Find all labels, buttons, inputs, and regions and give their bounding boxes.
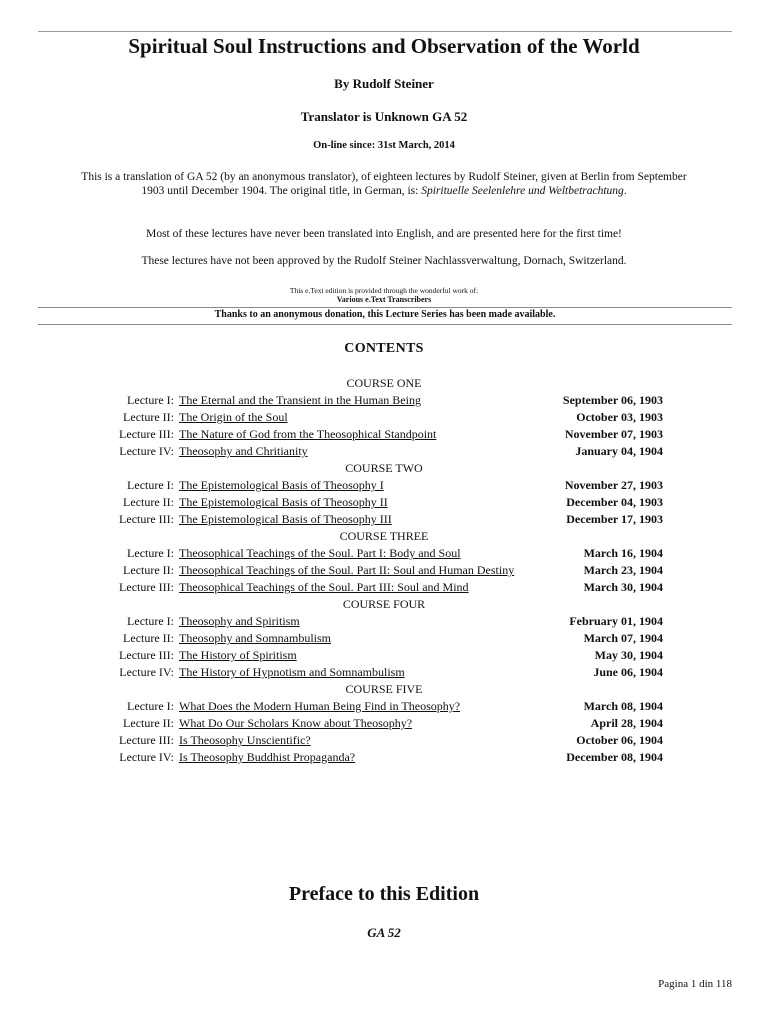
lecture-number: Lecture III:	[119, 580, 174, 594]
lecture-link[interactable]: What Do Our Scholars Know about Theosophy?	[179, 716, 413, 730]
lecture-date: October 03, 1903	[576, 410, 663, 424]
lecture-number: Lecture I:	[127, 393, 174, 407]
translator-line: Translator is Unknown GA 52	[300, 109, 468, 124]
lecture-title-cell	[179, 443, 535, 460]
lecture-date: December 04, 1903	[566, 495, 663, 509]
lecture-number: Lecture IV:	[119, 665, 174, 679]
preface-title: Preface to this Edition	[288, 883, 480, 905]
lecture-number: Lecture II:	[123, 495, 174, 509]
lecture-link[interactable]: Theosophy and Somnambulism	[179, 631, 331, 645]
donation-banner: Thanks to an anonymous donation, this Lecture Series has been made available.	[38, 307, 732, 325]
lecture-number: Lecture III:	[119, 427, 174, 441]
toc-row	[0, 511, 768, 528]
contents-heading: CONTENTS	[344, 341, 424, 356]
lecture-date: March 23, 1904	[583, 563, 663, 577]
lecture-link[interactable]: What Does the Modern Human Being Find in Theosophy?	[179, 699, 461, 713]
intro-paragraph-end: .	[623, 185, 627, 197]
lecture-date: March 07, 1904	[583, 631, 663, 645]
toc-row	[0, 715, 768, 732]
lecture-title-cell	[179, 579, 535, 596]
toc-row	[0, 579, 768, 596]
lecture-date: November 27, 1903	[564, 478, 663, 492]
lecture-title-cell	[179, 426, 535, 443]
lecture-link[interactable]: The History of Spiritism	[179, 648, 297, 662]
lecture-link[interactable]: The Epistemological Basis of Theosophy I	[179, 478, 384, 492]
lecture-link[interactable]: The Epistemological Basis of Theosophy III	[179, 512, 392, 526]
toc-row	[0, 664, 768, 681]
lecture-number: Lecture III:	[119, 512, 174, 526]
lecture-title-cell	[179, 715, 535, 732]
lecture-number: Lecture I:	[127, 614, 174, 628]
lecture-title-cell	[179, 545, 535, 562]
lecture-date: March 08, 1904	[583, 699, 663, 713]
lecture-date: June 06, 1904	[593, 665, 663, 679]
toc-row	[0, 494, 768, 511]
lecture-date: March 30, 1904	[583, 580, 663, 594]
preface-subtitle: GA 52	[367, 925, 401, 940]
toc-row	[0, 477, 768, 494]
lecture-title-cell	[179, 494, 535, 511]
lecture-title-cell	[179, 477, 535, 494]
lecture-date: March 16, 1904	[583, 546, 663, 560]
lecture-number: Lecture I:	[127, 546, 174, 560]
course-heading: COURSE TWO	[345, 461, 423, 475]
lecture-date: December 08, 1904	[566, 750, 663, 764]
toc-row	[0, 647, 768, 664]
course-heading: COURSE FOUR	[342, 597, 426, 611]
intro-paragraph	[80, 170, 688, 198]
author-line: By Rudolf Steiner	[334, 76, 434, 91]
lecture-title-cell	[179, 698, 535, 715]
lecture-date: February 01, 1904	[569, 614, 663, 628]
toc-row	[0, 392, 768, 409]
lecture-link[interactable]: Is Theosophy Buddhist Propaganda?	[179, 750, 356, 764]
toc-row	[0, 749, 768, 766]
lecture-title-cell	[179, 409, 535, 426]
toc-row	[0, 613, 768, 630]
lecture-link[interactable]: Theosophical Teachings of the Soul. Part III: Soul and Mind	[179, 580, 469, 594]
lecture-number: Lecture I:	[127, 699, 174, 713]
lecture-date: December 17, 1903	[566, 512, 663, 526]
lecture-title-cell	[179, 613, 535, 630]
lecture-title-cell	[179, 562, 535, 579]
lecture-link[interactable]: Is Theosophy Unscientific?	[179, 733, 311, 747]
lecture-number: Lecture II:	[123, 716, 174, 730]
online-since-line: On-line since: 31st March, 2014	[313, 140, 455, 151]
lecture-date: October 06, 1904	[576, 733, 663, 747]
lecture-date: September 06, 1903	[562, 393, 663, 407]
lecture-number: Lecture I:	[127, 478, 174, 492]
table-of-contents	[0, 375, 768, 766]
lecture-title-cell	[179, 647, 535, 664]
toc-row	[0, 426, 768, 443]
credit-line: This e.Text edition is provided through the wonderful work of:	[289, 286, 479, 295]
approval-note: These lectures have not been approved by the Rudolf Steiner Nachlassverwaltung, Dornach, Switzerland.	[141, 255, 627, 267]
page-title: Spiritual Soul Instructions and Observation of the World	[128, 34, 640, 58]
lecture-date: April 28, 1904	[590, 716, 663, 730]
lecture-title-cell	[179, 732, 535, 749]
course-heading: COURSE THREE	[339, 529, 429, 543]
lecture-link[interactable]: Theosophical Teachings of the Soul. Part II: Soul and Human Destiny	[179, 563, 515, 577]
toc-row	[0, 732, 768, 749]
lecture-date: May 30, 1904	[594, 648, 663, 662]
toc-row	[0, 409, 768, 426]
lecture-link[interactable]: The Nature of God from the Theosophical Standpoint	[179, 427, 437, 441]
lecture-number: Lecture III:	[119, 648, 174, 662]
page-number: Pagina 1 din 118	[658, 978, 732, 990]
top-divider	[38, 31, 732, 32]
lecture-number: Lecture II:	[123, 631, 174, 645]
lecture-title-cell	[179, 392, 535, 409]
course-heading: COURSE ONE	[346, 376, 422, 390]
toc-row	[0, 443, 768, 460]
lecture-link[interactable]: The Eternal and the Transient in the Human Being	[179, 393, 421, 407]
toc-row	[0, 698, 768, 715]
lecture-link[interactable]: Theosophy and Chritianity	[179, 444, 308, 458]
toc-row	[0, 562, 768, 579]
lecture-number: Lecture II:	[123, 410, 174, 424]
lecture-title-cell	[179, 749, 535, 766]
intro-paragraph-text: This is a translation of GA 52 (by an anonymous translator), of eighteen lectures by Rudolf Steiner, given at Berlin from September 1903 until December 1904. The original title, in German, is:	[81, 171, 687, 197]
transcribers-line: Various e.Text Transcribers	[336, 295, 432, 304]
lecture-title-cell	[179, 664, 535, 681]
lecture-title-cell	[179, 511, 535, 528]
course-heading: COURSE FIVE	[345, 682, 423, 696]
toc-row	[0, 545, 768, 562]
lecture-number: Lecture IV:	[119, 750, 174, 764]
lecture-link[interactable]: The History of Hypnotism and Somnambulism	[179, 665, 405, 679]
lecture-number: Lecture II:	[123, 563, 174, 577]
lecture-date: January 04, 1904	[575, 444, 663, 458]
lecture-title-cell	[179, 630, 535, 647]
lecture-link[interactable]: Theosophy and Spiritism	[179, 614, 300, 628]
lecture-link[interactable]: The Origin of the Soul	[179, 410, 288, 424]
german-title: Spirituelle Seelenlehre und Weltbetrachtung	[421, 185, 624, 197]
first-time-note: Most of these lectures have never been translated into English, and are presented here for the first time!	[146, 228, 622, 240]
lecture-date: November 07, 1903	[564, 427, 663, 441]
lecture-link[interactable]: Theosophical Teachings of the Soul. Part I: Body and Soul	[179, 546, 461, 560]
lecture-number: Lecture III:	[119, 733, 174, 747]
lecture-number: Lecture IV:	[119, 444, 174, 458]
toc-row	[0, 630, 768, 647]
lecture-link[interactable]: The Epistemological Basis of Theosophy II	[179, 495, 388, 509]
